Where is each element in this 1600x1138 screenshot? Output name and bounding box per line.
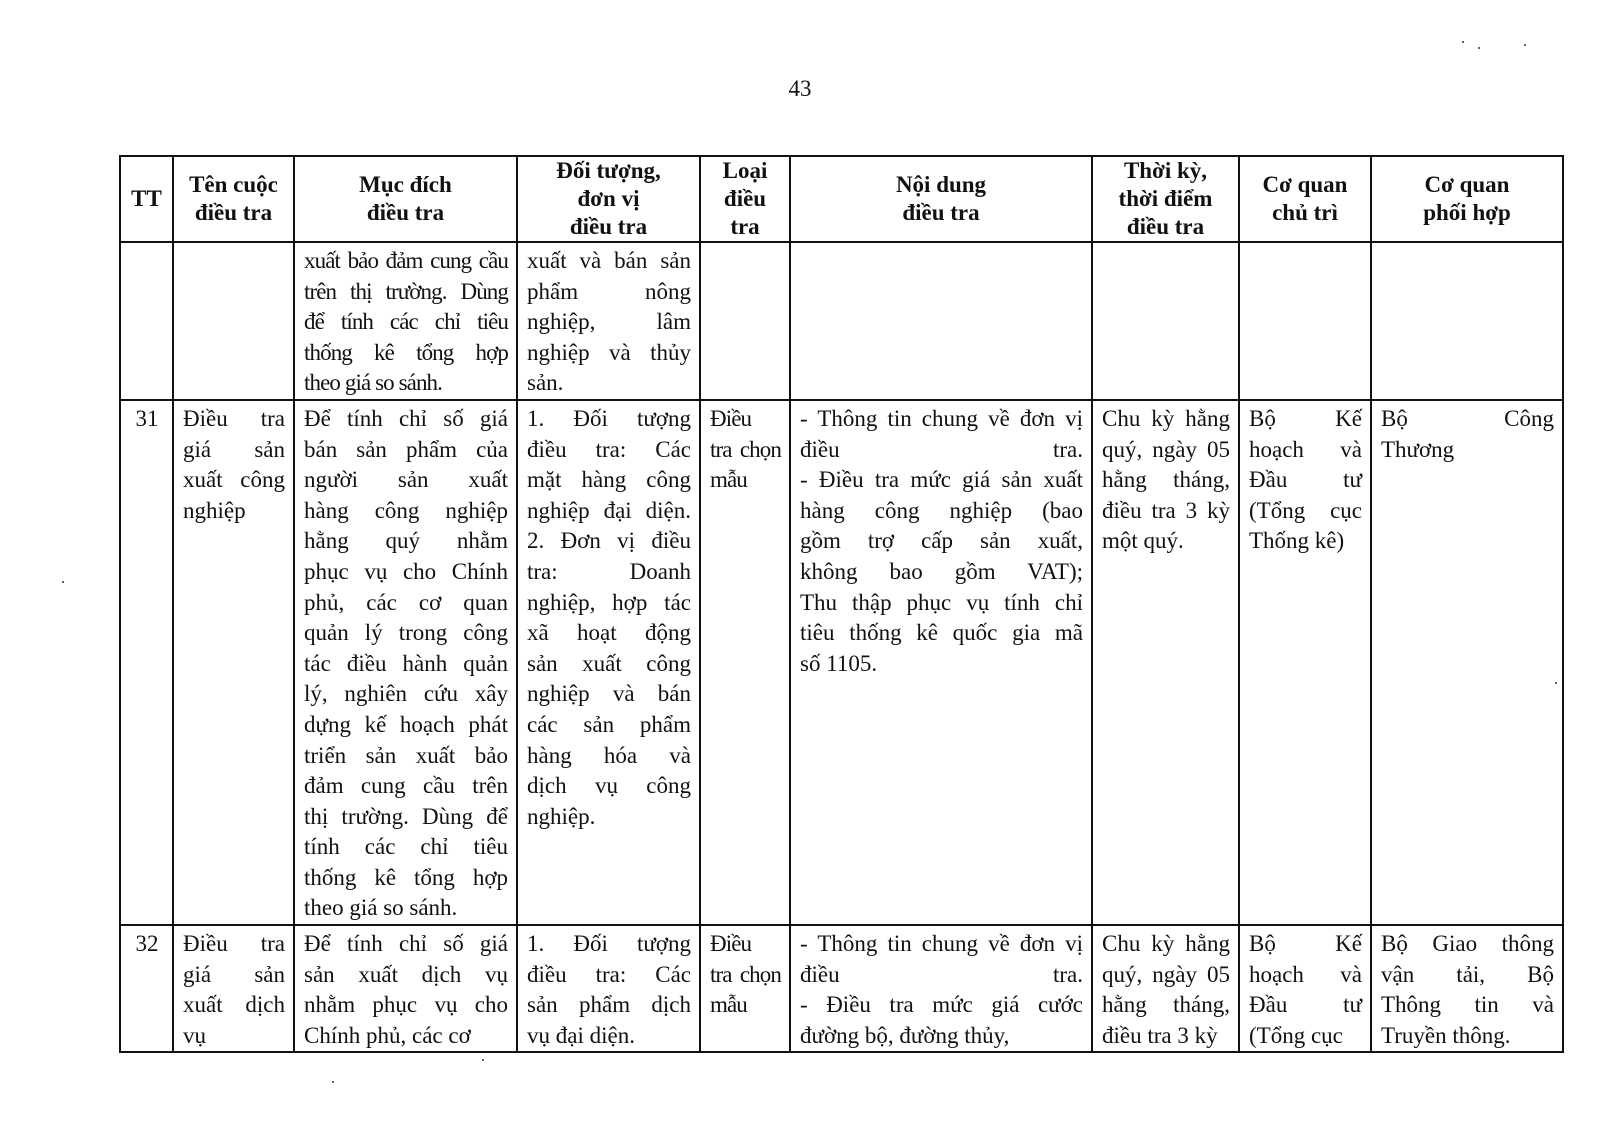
header-ten-cuoc-dieu-tra <box>173 156 294 242</box>
cell-line: xuất bảo đảm cung cầu <box>304 248 508 273</box>
cell-muc-dich <box>294 242 517 400</box>
cell-line: điều tra: Các <box>527 961 691 987</box>
cell-noi-dung <box>790 400 1092 925</box>
header-tt <box>120 156 173 242</box>
cell-line: bán sản phẩm của <box>304 436 508 462</box>
cell-line: nghiệp, hợp tác <box>527 589 691 615</box>
cell-line: xuất và bán sản <box>527 248 691 273</box>
cell-phoi-hop <box>1371 242 1563 400</box>
cell-line: Bộ Giao thông <box>1381 931 1554 957</box>
cell-line: Đầu tư <box>1249 467 1362 493</box>
cell-line: hàng hóa và <box>527 742 691 768</box>
cell-line: vận tải, Bộ <box>1381 961 1554 987</box>
cell-line: tính các chỉ tiêu <box>304 834 508 860</box>
cell-line: sản. <box>527 370 564 396</box>
header-text: điều tra <box>1126 214 1205 239</box>
header-text: Tên cuộc <box>189 172 278 197</box>
survey-table <box>119 155 1564 1053</box>
cell-line: (Tổng cục <box>1249 497 1362 523</box>
table-body <box>120 242 1563 1052</box>
cell-line: đường bộ, đường thủy, <box>800 1022 1010 1048</box>
header-text: chủ trì <box>1272 200 1338 225</box>
cell-line: mẫu <box>710 992 747 1018</box>
cell-line: nghiệp và bán <box>527 681 691 707</box>
header-noi-dung <box>790 156 1092 242</box>
header-text: Cơ quan <box>1424 172 1510 197</box>
header-text: phối hợp <box>1423 200 1511 225</box>
cell-line: - Thông tin chung về đơn vị <box>800 405 1083 431</box>
header-text: đơn vị <box>577 186 640 211</box>
cell-line: lý, nghiên cứu xây <box>304 681 508 707</box>
cell-line: - Điều tra mức giá cước <box>800 992 1083 1018</box>
cell-line: dịch vụ công <box>527 773 691 799</box>
header-text: Thời kỳ, <box>1123 158 1208 183</box>
header-text: điều tra <box>569 214 648 239</box>
header-text: điều <box>723 186 767 211</box>
cell-tt <box>120 400 173 925</box>
cell-line: tiêu thống kê quốc gia mã <box>800 620 1083 646</box>
cell-line: Điều tra <box>183 405 285 431</box>
cell-phoi-hop <box>1371 925 1563 1052</box>
cell-line: điều tra: Các <box>527 436 691 462</box>
cell-thoi-ky <box>1092 925 1239 1052</box>
cell-line: tra chọn <box>710 436 781 462</box>
cell-line: vụ <box>183 1022 206 1048</box>
header-text: điều tra <box>902 200 980 225</box>
cell-line: Chu kỳ hằng <box>1102 931 1230 957</box>
cell-thoi-ky <box>1092 242 1239 400</box>
cell-doi-tuong <box>517 925 700 1052</box>
cell-line: Đầu tư <box>1249 992 1362 1018</box>
cell-line: nhằm phục vụ cho <box>304 992 508 1018</box>
cell-loai <box>700 242 790 400</box>
cell-line: các sản phẩm <box>527 711 691 737</box>
cell-line: Chính phủ, các cơ <box>304 1022 471 1048</box>
cell-line: (Tổng cục <box>1249 1022 1343 1048</box>
cell-line: xuất công <box>183 467 285 493</box>
header-co-quan-chu-tri <box>1239 156 1371 242</box>
cell-line: hằng tháng, <box>1102 467 1230 493</box>
cell-line: nghiệp và thủy <box>527 339 691 365</box>
cell-ten <box>173 400 294 925</box>
cell-line: nghiệp <box>183 497 246 523</box>
cell-line: - Thông tin chung về đơn vị <box>800 931 1083 957</box>
cell-line: điều tra. <box>800 436 1083 462</box>
cell-line: nghiệp. <box>527 803 596 829</box>
cell-doi-tuong <box>517 400 700 925</box>
cell-tt <box>120 242 173 400</box>
cell-line: thống kê tổng hợp <box>304 864 508 890</box>
cell-line: thống kê tổng hợp <box>304 339 508 365</box>
cell-line: Truyền thông. <box>1381 1022 1511 1048</box>
header-text: điều tra <box>194 200 273 225</box>
scan-speck <box>1555 682 1557 684</box>
header-co-quan-phoi-hop <box>1371 156 1563 242</box>
cell-line: nghiệp, lâm <box>527 309 691 335</box>
scan-speck <box>332 1081 334 1083</box>
cell-line: quý, ngày 05 <box>1102 436 1230 462</box>
cell-line: trên thị trường. Dùng <box>304 278 508 304</box>
header-text: Nội dung <box>895 172 987 197</box>
scan-speck <box>1524 44 1526 46</box>
table-row <box>120 400 1563 925</box>
cell-line: Bộ Công <box>1381 405 1554 431</box>
cell-line: hoạch và <box>1249 961 1362 987</box>
cell-line: theo giá so sánh. <box>304 370 443 396</box>
cell-line: hàng công nghiệp (bao <box>800 497 1083 523</box>
cell-line: theo giá so sánh. <box>304 895 458 921</box>
cell-thoi-ky <box>1092 400 1239 925</box>
cell-line: vụ đại diện. <box>527 1022 635 1048</box>
table-row <box>120 925 1563 1052</box>
cell-line: - Điều tra mức giá sản xuất <box>800 467 1083 493</box>
cell-line: phẩm nông <box>527 278 691 304</box>
cell-line: Để tính chỉ số giá <box>304 405 508 431</box>
cell-line: gồm trợ cấp sản xuất, <box>800 528 1083 554</box>
cell-ten <box>173 925 294 1052</box>
table-header <box>120 156 1563 242</box>
cell-line: Thông tin và <box>1381 992 1554 1018</box>
cell-line: giá sản <box>183 961 285 987</box>
cell-line: số 1105. <box>800 650 878 676</box>
cell-chu-tri <box>1239 925 1371 1052</box>
cell-line: Thống kê) <box>1249 528 1345 554</box>
cell-line: điều tra. <box>800 961 1083 987</box>
cell-line: hàng công nghiệp <box>304 497 508 523</box>
header-text: tra <box>730 214 760 239</box>
cell-doi-tuong <box>517 242 700 400</box>
header-text: TT <box>131 186 162 211</box>
cell-line: Chu kỳ hằng <box>1102 405 1230 431</box>
cell-line: 32 <box>135 931 159 957</box>
cell-line: 1. Đối tượng <box>527 405 691 431</box>
cell-line: Điều <box>710 405 752 431</box>
cell-line: 31 <box>135 405 159 431</box>
cell-tt <box>120 925 173 1052</box>
header-text: Loại <box>722 158 768 183</box>
header-loai-dieu-tra <box>700 156 790 242</box>
cell-phoi-hop <box>1371 400 1563 925</box>
cell-line: Điều tra <box>183 931 285 957</box>
cell-noi-dung <box>790 925 1092 1052</box>
cell-line: một quý. <box>1102 528 1184 554</box>
cell-line: xã hoạt động <box>527 620 691 646</box>
cell-line: sản xuất dịch vụ <box>304 961 508 987</box>
cell-line: dựng kế hoạch phát <box>304 711 508 737</box>
cell-line: phủ, các cơ quan <box>304 589 508 615</box>
cell-line: quý, ngày 05 <box>1102 961 1230 987</box>
header-text: Cơ quan <box>1262 172 1348 197</box>
table-row <box>120 242 1563 400</box>
cell-loai <box>700 925 790 1052</box>
cell-line: Để tính chỉ số giá <box>304 931 508 957</box>
page-number: 43 <box>788 76 812 101</box>
header-text: Đối tượng, <box>556 158 661 183</box>
cell-line: điều tra 3 kỳ <box>1102 497 1230 523</box>
cell-ten <box>173 242 294 400</box>
cell-line: hoạch và <box>1249 436 1362 462</box>
scan-speck <box>482 1059 484 1061</box>
cell-line: tra chọn <box>710 961 781 987</box>
header-text: Mục đích <box>359 172 452 197</box>
cell-line: tra: Doanh <box>527 558 691 584</box>
header-doi-tuong <box>517 156 700 242</box>
scan-speck <box>62 581 64 583</box>
cell-line: điều tra 3 kỳ <box>1102 1022 1218 1048</box>
cell-noi-dung <box>790 242 1092 400</box>
cell-line: mặt hàng công <box>527 467 691 493</box>
cell-line: triển sản xuất bảo <box>304 742 508 768</box>
cell-line: 1. Đối tượng <box>527 931 691 957</box>
cell-line: giá sản <box>183 436 285 462</box>
cell-loai <box>700 400 790 925</box>
cell-line: thị trường. Dùng để <box>304 803 508 829</box>
scan-speck <box>1462 41 1464 43</box>
header-text: thời điểm <box>1118 186 1213 211</box>
cell-line: không bao gồm VAT); <box>800 558 1083 584</box>
header-row <box>120 156 1563 242</box>
cell-line: đảm cung cầu trên <box>304 773 508 799</box>
cell-line: mẫu <box>710 467 747 493</box>
header-thoi-ky <box>1092 156 1239 242</box>
cell-line: để tính các chỉ tiêu <box>304 309 508 335</box>
cell-chu-tri <box>1239 400 1371 925</box>
cell-line: phục vụ cho Chính <box>304 558 508 584</box>
cell-line: hằng quý nhằm <box>304 528 508 554</box>
cell-line: nghiệp đại diện. <box>527 497 691 523</box>
cell-chu-tri <box>1239 242 1371 400</box>
cell-line: 2. Đơn vị điều <box>527 528 691 554</box>
header-muc-dich <box>294 156 517 242</box>
cell-line: Điều <box>710 931 752 957</box>
cell-line: hằng tháng, <box>1102 992 1230 1018</box>
cell-line: sản phẩm dịch <box>527 992 691 1018</box>
cell-line: người sản xuất <box>304 467 508 493</box>
cell-muc-dich <box>294 925 517 1052</box>
cell-line: tác điều hành quản <box>304 650 508 676</box>
cell-line: xuất dịch <box>183 992 285 1018</box>
header-text: điều tra <box>366 200 445 225</box>
cell-line: Thương <box>1381 436 1455 462</box>
cell-line: sản xuất công <box>527 650 691 676</box>
cell-line: quản lý trong công <box>304 620 508 646</box>
cell-line: Thu thập phục vụ tính chỉ <box>800 589 1083 615</box>
cell-line: Bộ Kế <box>1249 405 1362 431</box>
scan-speck <box>1478 47 1480 49</box>
cell-line: Bộ Kế <box>1249 931 1362 957</box>
cell-muc-dich <box>294 400 517 925</box>
